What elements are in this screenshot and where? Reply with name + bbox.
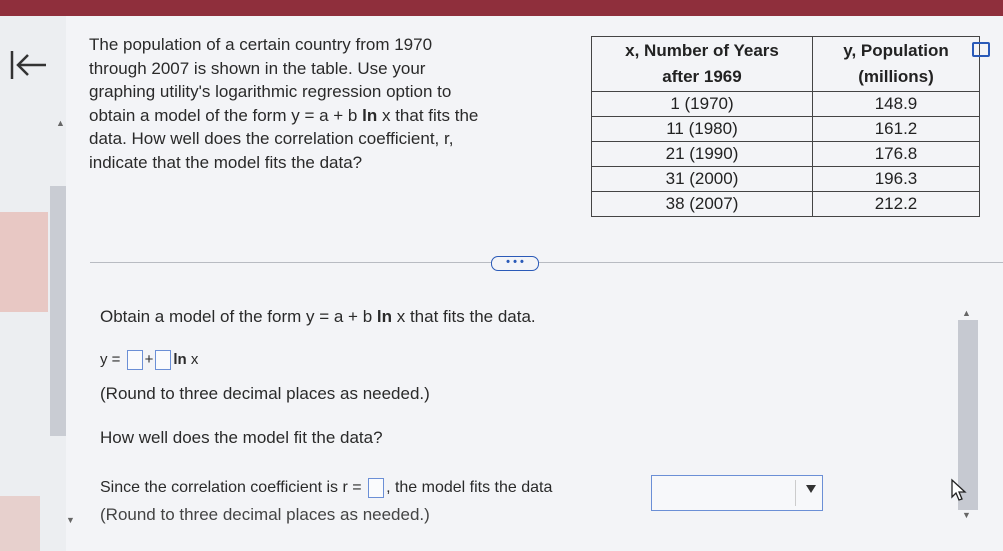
cursor-icon bbox=[950, 478, 968, 502]
cell-y: 161.2 bbox=[813, 117, 980, 142]
cell-x: 11 (1980) bbox=[592, 117, 813, 142]
eq-text: x bbox=[186, 350, 199, 368]
text: r = bbox=[342, 479, 367, 497]
table-row bbox=[592, 142, 980, 167]
text: that fits the data. bbox=[405, 307, 536, 326]
formula: y = a + b bbox=[291, 105, 363, 125]
cell-y: 212.2 bbox=[813, 192, 980, 217]
cell-x: 38 (2007) bbox=[592, 192, 813, 217]
formula: x bbox=[377, 105, 391, 125]
data-table bbox=[591, 36, 980, 217]
cell-x: 31 (2000) bbox=[592, 167, 813, 192]
header-line: (millions) bbox=[858, 67, 934, 86]
r-input-box[interactable] bbox=[368, 478, 384, 498]
question-line: The population of a certain country from 1970 bbox=[89, 35, 433, 54]
text: , the model fits the data bbox=[386, 479, 553, 497]
cell-x: 21 (1990) bbox=[592, 142, 813, 167]
table-header-x bbox=[592, 37, 813, 92]
table-row bbox=[592, 92, 980, 117]
eq-text: y = bbox=[100, 350, 125, 368]
left-panel-block bbox=[0, 496, 40, 551]
formula-ln: ln bbox=[362, 105, 378, 125]
cell-y: 148.9 bbox=[813, 92, 980, 117]
table-row bbox=[592, 117, 980, 142]
text: that fits the bbox=[390, 105, 479, 125]
dropdown-arrow-icon[interactable] bbox=[806, 485, 816, 493]
question-line: data. How well does the correlation coefficient, r, bbox=[89, 129, 454, 149]
table-row bbox=[592, 192, 980, 217]
text: obtain a model of the form bbox=[89, 105, 292, 125]
question-line bbox=[89, 104, 529, 128]
fit-dropdown[interactable] bbox=[651, 475, 823, 511]
table-header-y bbox=[813, 37, 980, 92]
cell-x: 1 (1970) bbox=[592, 92, 813, 117]
left-scrollbar[interactable] bbox=[50, 186, 66, 436]
part1-prompt bbox=[100, 307, 536, 327]
b-input-box[interactable] bbox=[155, 350, 171, 370]
top-bar bbox=[0, 0, 1003, 16]
formula: x bbox=[392, 307, 406, 326]
scroll-down-icon[interactable]: ▼ bbox=[66, 515, 75, 525]
back-icon[interactable] bbox=[8, 48, 48, 82]
formula: y = a + b bbox=[306, 307, 377, 326]
scroll-up-icon[interactable]: ▲ bbox=[56, 118, 65, 128]
scroll-up-icon[interactable]: ▲ bbox=[962, 308, 971, 318]
question-text bbox=[89, 33, 529, 175]
more-button[interactable]: • • • bbox=[491, 256, 539, 271]
table-row bbox=[592, 167, 980, 192]
copy-icon[interactable] bbox=[972, 42, 990, 57]
cell-y: 196.3 bbox=[813, 167, 980, 192]
divider bbox=[90, 262, 1003, 263]
header-line: y, Population bbox=[843, 41, 949, 60]
eq-text: + bbox=[144, 350, 154, 368]
dropdown-separator bbox=[795, 480, 796, 506]
round-note-2: (Round to three decimal places as needed.) bbox=[100, 505, 430, 524]
part2-question: How well does the model fit the data? bbox=[100, 428, 383, 447]
question-line: graphing utility's logarithmic regression option to bbox=[89, 82, 452, 102]
text: Obtain a model of the form bbox=[100, 307, 306, 326]
header-line: x, Number of Years bbox=[625, 41, 779, 60]
a-input-box[interactable] bbox=[127, 350, 143, 370]
question-line: through 2007 is shown in the table. Use your bbox=[89, 58, 426, 78]
round-note-1: (Round to three decimal places as needed.) bbox=[100, 384, 430, 403]
part2-sentence bbox=[100, 478, 552, 498]
text: Since the correlation coefficient is bbox=[100, 479, 343, 497]
header-line: after 1969 bbox=[662, 67, 742, 86]
cell-y: 176.8 bbox=[813, 142, 980, 167]
formula-ln: ln bbox=[376, 307, 392, 326]
eq-ln: ln bbox=[173, 350, 187, 368]
left-panel bbox=[0, 16, 66, 551]
equation-row bbox=[100, 350, 198, 370]
left-panel-block bbox=[0, 212, 48, 312]
question-line: indicate that the model fits the data? bbox=[89, 152, 363, 172]
scroll-down-icon[interactable]: ▼ bbox=[962, 510, 971, 520]
